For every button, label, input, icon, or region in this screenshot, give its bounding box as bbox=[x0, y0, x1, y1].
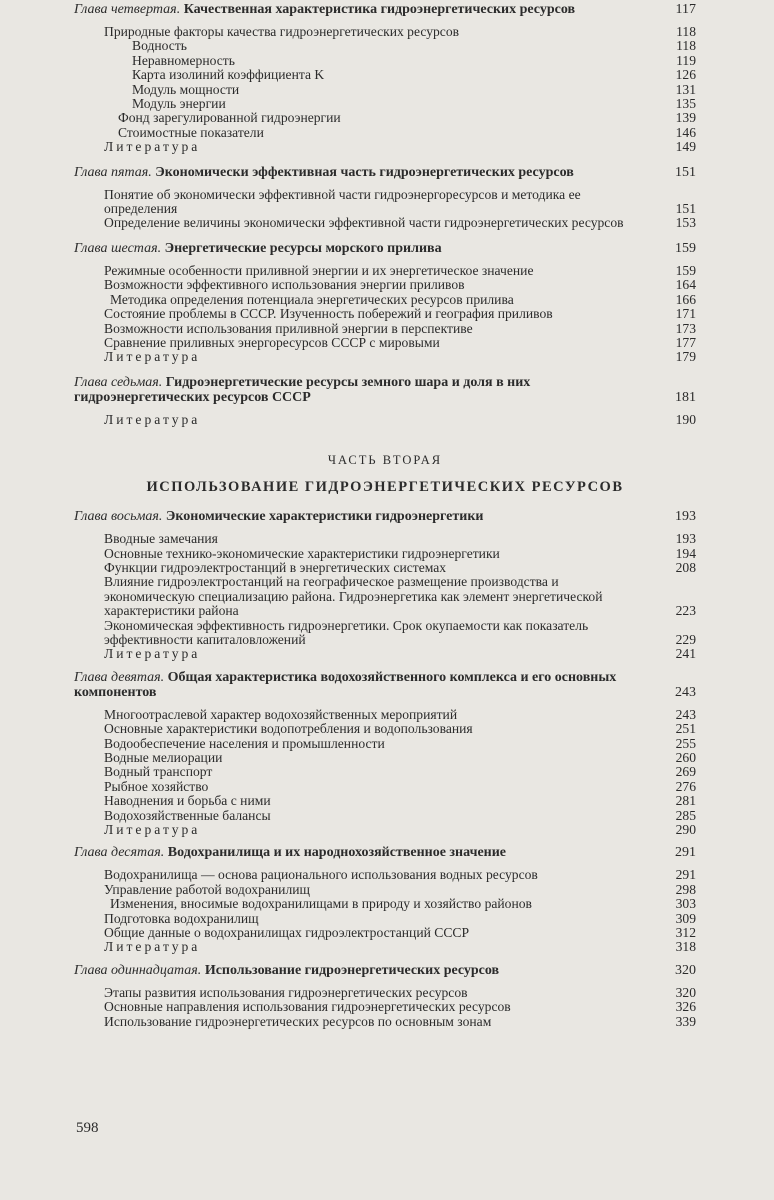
page-number: 135 bbox=[675, 96, 696, 112]
toc-entry bbox=[74, 97, 696, 111]
entry-title: Изменения, вносимые водохранилищами в природу и хозяйство районов bbox=[110, 896, 532, 912]
page-number: 290 bbox=[675, 822, 696, 838]
toc-entry bbox=[74, 751, 696, 765]
page-number: 171 bbox=[675, 306, 696, 322]
toc-entry bbox=[74, 619, 696, 648]
entry-title: Фонд зарегулированной гидроэнергии bbox=[118, 110, 341, 126]
entry-title: Основные направления использования гидроэнергетических ресурсов bbox=[104, 999, 511, 1015]
toc-entry bbox=[74, 83, 696, 97]
page-number: 146 bbox=[675, 124, 696, 140]
toc-entry bbox=[74, 823, 696, 837]
chapter-title: Энергетические ресурсы морского прилива bbox=[164, 240, 442, 256]
entry-title: Литература bbox=[104, 139, 201, 155]
toc-entry bbox=[74, 986, 696, 1000]
page-number: 166 bbox=[675, 291, 696, 307]
entry-title: Подготовка водохранилищ bbox=[104, 910, 259, 926]
page-number: 326 bbox=[675, 999, 696, 1015]
chapter-title: Использование гидроэнергетических ресурсов bbox=[204, 962, 500, 978]
toc-entry bbox=[74, 322, 696, 336]
toc-entry bbox=[74, 575, 696, 618]
page-number: 320 bbox=[675, 984, 696, 1000]
chapter-title: Качественная характеристика гидроэнергетических ресурсов bbox=[183, 2, 576, 17]
chapter-title: Экономические характеристики гидроэнергетики bbox=[165, 509, 484, 525]
chapter-heading bbox=[74, 375, 696, 405]
toc-entry bbox=[74, 912, 696, 926]
entry-title: Состояние проблемы в СССР. Изученность побережий и география приливов bbox=[104, 306, 553, 322]
toc-entry bbox=[74, 883, 696, 897]
page-number: 241 bbox=[675, 646, 696, 662]
page-number: 117 bbox=[675, 2, 696, 17]
toc-entry bbox=[74, 708, 696, 722]
entry-title: Сравнение приливных энергоресурсов СССР с мировыми bbox=[104, 334, 440, 350]
toc-entry bbox=[74, 188, 696, 217]
toc-entry bbox=[74, 561, 696, 575]
page-number: 298 bbox=[675, 881, 696, 897]
part-title: ИСПОЛЬЗОВАНИЕ ГИДРОЭНЕРГЕТИЧЕСКИХ РЕСУРСОВ bbox=[146, 479, 624, 496]
page-number: 223 bbox=[675, 603, 696, 619]
entry-title: Этапы развития использования гидроэнергетических ресурсов bbox=[104, 984, 468, 1000]
chapter-title: Общая характеристика водохозяйственного комплекса и его основных компонентов bbox=[74, 669, 617, 700]
toc-entry bbox=[74, 926, 696, 940]
entry-title: Литература bbox=[104, 349, 201, 365]
page-number: 312 bbox=[675, 925, 696, 941]
chapter-heading bbox=[74, 2, 696, 17]
toc-entry bbox=[74, 216, 696, 230]
page-number: 139 bbox=[675, 110, 696, 126]
toc-entry bbox=[74, 737, 696, 751]
toc-entry bbox=[74, 413, 696, 427]
entry-title: Литература bbox=[104, 411, 201, 427]
entry-title: Неравномерность bbox=[132, 52, 235, 68]
page-number: 291 bbox=[675, 845, 696, 861]
toc-entry bbox=[74, 111, 696, 125]
page-number: 126 bbox=[675, 67, 696, 83]
page-number: 190 bbox=[675, 411, 696, 427]
toc-entry bbox=[74, 809, 696, 823]
entry-title: Использование гидроэнергетических ресурсов по основным зонам bbox=[104, 1013, 492, 1029]
toc-entry bbox=[74, 126, 696, 140]
page-number: 276 bbox=[675, 778, 696, 794]
entry-title: Стоимостные показатели bbox=[118, 124, 264, 140]
entry-title: Определение величины экономически эффективной части гидроэнергетических ресурсов bbox=[104, 215, 624, 231]
page-number: 281 bbox=[675, 793, 696, 809]
page-number: 255 bbox=[675, 735, 696, 751]
page-number: 173 bbox=[675, 320, 696, 336]
toc-entry bbox=[74, 39, 696, 53]
page-number: 149 bbox=[675, 139, 696, 155]
toc-entry bbox=[74, 264, 696, 278]
toc-entry bbox=[74, 722, 696, 736]
page-number: 303 bbox=[675, 896, 696, 912]
page-number: 131 bbox=[675, 81, 696, 97]
page-number: 181 bbox=[675, 389, 696, 405]
toc-entry bbox=[74, 897, 696, 911]
toc-entry bbox=[74, 794, 696, 808]
page-number: 193 bbox=[675, 509, 696, 525]
entry-title: Карта изолиний коэффициента K bbox=[132, 67, 325, 83]
toc-entry bbox=[74, 940, 696, 954]
page-number: 243 bbox=[675, 706, 696, 722]
toc-entry bbox=[74, 780, 696, 794]
page-number: 243 bbox=[675, 684, 696, 700]
entry-title: Общие данные о водохранилищах гидроэлектростанций СССР bbox=[104, 925, 470, 941]
page-number: 339 bbox=[675, 1013, 696, 1029]
chapter-heading bbox=[74, 845, 696, 860]
chapter-label: Глава десятая. bbox=[74, 845, 165, 861]
entry-title: Литература bbox=[104, 822, 201, 838]
entry-title: Водохранилища — основа рационального использования водных ресурсов bbox=[104, 867, 538, 883]
entry-title: Водообеспечение населения и промышленности bbox=[104, 735, 385, 751]
chapter-label: Глава девятая. bbox=[74, 669, 165, 685]
toc-entry bbox=[74, 54, 696, 68]
entry-title: Водный транспорт bbox=[104, 764, 213, 780]
toc-entry bbox=[74, 140, 696, 154]
toc-entry bbox=[74, 307, 696, 321]
entry-title: Водные мелиорации bbox=[104, 750, 223, 765]
chapter-heading bbox=[74, 963, 696, 978]
toc-entry bbox=[74, 647, 696, 661]
table-of-contents bbox=[74, 2, 696, 1029]
page-number: 194 bbox=[675, 545, 696, 561]
chapter-label: Глава шестая. bbox=[74, 240, 162, 256]
entry-title: Экономическая эффективность гидроэнергетики. Срок окупаемости как показатель эффективности капиталовложений bbox=[104, 617, 589, 647]
entry-title: Возможности эффективного использования энергии приливов bbox=[104, 277, 465, 293]
toc-entry bbox=[74, 293, 696, 307]
page-number: 164 bbox=[675, 277, 696, 293]
chapter-label: Глава одиннадцатая. bbox=[74, 962, 202, 978]
entry-title: Многоотраслевой характер водохозяйственных мероприятий bbox=[104, 706, 458, 722]
page-number: 269 bbox=[675, 764, 696, 780]
toc-entry bbox=[74, 1015, 696, 1029]
toc-entry bbox=[74, 68, 696, 82]
page-number: 285 bbox=[675, 807, 696, 823]
entry-title: Основные технико-экономические характеристики гидроэнергетики bbox=[104, 545, 500, 561]
entry-title: Модуль энергии bbox=[132, 96, 226, 112]
entry-title: Понятие об экономически эффективной части гидроэнергоресурсов и методика ее определения bbox=[104, 186, 581, 217]
entry-title: Модуль мощности bbox=[132, 81, 240, 97]
page-number: 119 bbox=[676, 52, 696, 68]
entry-title: Основные характеристики водопотребления и водопользования bbox=[104, 721, 473, 737]
entry-title: Влияние гидроэлектростанций на географическое размещение производства и экономическую специализацию района. Гидроэнергетика как элемент энергетической характеристики района bbox=[104, 574, 603, 619]
page-number: 151 bbox=[675, 201, 696, 217]
entry-title: Режимные особенности приливной энергии и их энергетическое значение bbox=[104, 262, 534, 278]
page-number: 177 bbox=[675, 334, 696, 350]
page-number: 118 bbox=[676, 24, 696, 39]
page-folio: 598 bbox=[76, 1120, 99, 1136]
entry-title: Возможности использования приливной энергии в перспективе bbox=[104, 320, 473, 336]
page-number: 159 bbox=[675, 262, 696, 278]
entry-title: Водность bbox=[132, 38, 187, 54]
page-number: 291 bbox=[675, 867, 696, 883]
entry-title: Функции гидроэлектростанций в энергетических системах bbox=[104, 559, 447, 575]
entry-title: Управление работой водохранилищ bbox=[104, 881, 310, 897]
toc-entry bbox=[74, 868, 696, 882]
toc-entry bbox=[74, 1000, 696, 1014]
entry-title: Вводные замечания bbox=[104, 531, 218, 547]
toc-entry bbox=[74, 336, 696, 350]
entry-title: Литература bbox=[104, 646, 201, 662]
entry-title: Природные факторы качества гидроэнергетических ресурсов bbox=[104, 24, 460, 39]
entry-title: Водохозяйственные балансы bbox=[104, 807, 271, 823]
chapter-label: Глава восьмая. bbox=[74, 509, 163, 525]
entry-title: Наводнения и борьба с ними bbox=[104, 793, 271, 809]
page-number: 179 bbox=[675, 349, 696, 365]
chapter-title: Гидроэнергетические ресурсы земного шара и доля в них гидроэнергетических ресурсов СССР bbox=[74, 374, 531, 405]
toc-entry bbox=[74, 765, 696, 779]
page-number: 151 bbox=[675, 164, 696, 180]
page-number: 251 bbox=[675, 721, 696, 737]
part-label: ЧАСТЬ ВТОРАЯ bbox=[327, 453, 443, 468]
chapter-label: Глава пятая. bbox=[74, 164, 152, 180]
page-number: 318 bbox=[675, 939, 696, 955]
toc-entry bbox=[74, 278, 696, 292]
page-number: 260 bbox=[675, 750, 696, 765]
chapter-title: Водохранилища и их народнохозяйственное значение bbox=[167, 845, 507, 861]
chapter-heading bbox=[74, 670, 696, 700]
entry-title: Литература bbox=[104, 939, 201, 955]
page-number: 229 bbox=[675, 631, 696, 647]
toc-entry bbox=[74, 547, 696, 561]
entry-title: Методика определения потенциала энергетических ресурсов прилива bbox=[110, 291, 514, 307]
page-number: 118 bbox=[676, 38, 696, 54]
toc-entry bbox=[74, 25, 696, 39]
chapter-heading bbox=[74, 241, 696, 256]
chapter-heading bbox=[74, 165, 696, 180]
chapter-title: Экономически эффективная часть гидроэнергетических ресурсов bbox=[155, 164, 574, 180]
page-number: 153 bbox=[675, 215, 696, 231]
chapter-heading bbox=[74, 509, 696, 524]
page-number: 208 bbox=[675, 559, 696, 575]
toc-entry bbox=[74, 350, 696, 364]
page-number: 193 bbox=[675, 531, 696, 547]
toc-entry bbox=[74, 532, 696, 546]
page-number: 159 bbox=[675, 240, 696, 256]
entry-title: Рыбное хозяйство bbox=[104, 778, 209, 794]
chapter-label: Глава седьмая. bbox=[74, 374, 163, 390]
page-number: 320 bbox=[675, 962, 696, 978]
chapter-label: Глава четвертая. bbox=[74, 2, 181, 17]
page-number: 309 bbox=[675, 910, 696, 926]
